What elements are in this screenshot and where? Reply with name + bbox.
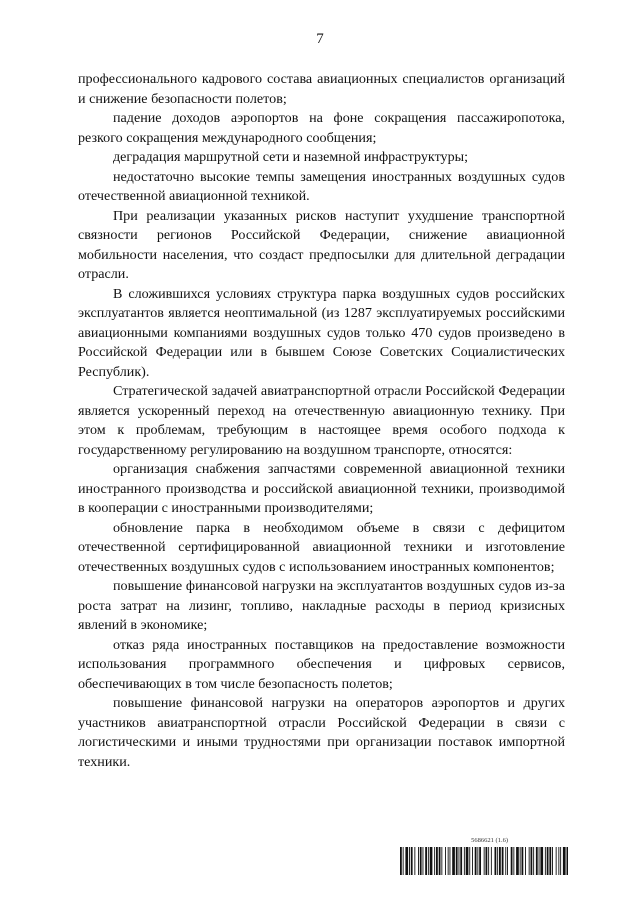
document-body bbox=[78, 70, 565, 772]
paragraph: профессионального кадрового состава авиационных специалистов организаций и снижение безопасности полетов; bbox=[78, 71, 565, 107]
paragraph: В сложившихся условиях структура парка воздушных судов российских эксплуатантов является неоптимальной (из 1287 эксплуатируемых российскими авиационными компаниями воздушных судов только 470 судов произведено в Российской Федерации или в бывшем Союзе Советских Социалистических Республик). bbox=[78, 285, 565, 380]
document-code: 5686621 (1.6) bbox=[471, 837, 508, 844]
paragraph: падение доходов аэропортов на фоне сокращения пассажиропотока, резкого сокращения международного сообщения; bbox=[78, 110, 565, 146]
paragraph: деградация маршрутной сети и наземной инфраструктуры; bbox=[113, 149, 469, 165]
page-number: 7 bbox=[316, 31, 324, 47]
paragraph: повышение финансовой нагрузки на эксплуатантов воздушных судов из-за роста затрат на лизинг, топливо, накладные расходы в период кризисных явлений в экономике; bbox=[78, 578, 565, 633]
paragraph: повышение финансовой нагрузки на операторов аэропортов и других участников авиатранспортной отрасли Российской Федерации в связи с логистическими и иными трудностями при организации поставок импортной техники. bbox=[78, 695, 565, 770]
paragraph: отказ ряда иностранных поставщиков на предоставление возможности использования программного обеспечения и цифровых сервисов, обеспечивающих в том числе безопасность полетов; bbox=[78, 636, 565, 692]
paragraph: Стратегической задачей авиатранспортной отрасли Российской Федерации является ускоренный переход на отечественную авиационную технику. При этом к проблемам, требующим в настоящее время особого подхода к государственному регулированию на воздушном транспорте, относятся: bbox=[78, 383, 565, 458]
paragraph: обновление парка в необходимом объеме в связи с дефицитом отечественной сертифицированной авиационной техники и изготовление отечественных воздушных судов с использованием иностранных компонентов; bbox=[78, 519, 565, 575]
barcode-icon bbox=[400, 847, 568, 875]
paragraph: При реализации указанных рисков наступит ухудшение транспортной связности регионов Российской Федерации, снижение авиационной мобильности населения, что создаст предпосылки для длительной деградации отрасли. bbox=[78, 207, 565, 282]
paragraph: недостаточно высокие темпы замещения иностранных воздушных судов отечественной авиационной техникой. bbox=[78, 168, 565, 204]
paragraph: организация снабжения запчастями современной авиационной техники иностранного производства и российской авиационной техники, производимой в кооперации с иностранными производителями; bbox=[78, 461, 565, 516]
